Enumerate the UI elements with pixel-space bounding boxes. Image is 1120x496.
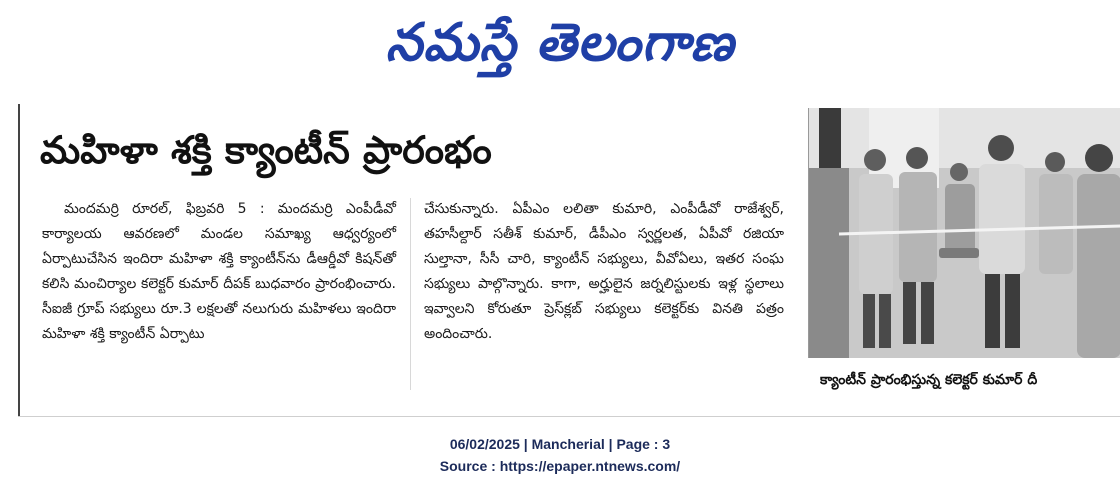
article-column-1 [42,197,396,347]
article-column-2 [424,197,784,347]
article-headline: మహిళా శక్తి క్యాంటీన్ ప్రారంభం [40,128,492,172]
left-border-rule [18,104,20,416]
photo-caption: క్యాంటీన్ ప్రారంభిస్తున్న కలెక్టర్ కుమార్ దీ [820,372,1038,388]
photo-illustration [809,108,1120,358]
newspaper-masthead: నమస్తే తెలంగాణ [385,12,735,73]
column-divider [410,198,411,390]
footer-source-url: Source : https://epaper.ntnews.com/ [439,458,681,474]
footer-date-edition-page: 06/02/2025 | Mancherial | Page : 3 [449,436,671,452]
article-column-2-text: చేసుకున్నారు. ఏపీఎం లలితా కుమారి, ఎంపీడీవో రాజేశ్వర్, తహసీల్దార్ సతీశ్ కుమార్, డీపీఎం స్వర్ణలత, ఏపీవో రజియా సుల్తానా, సీసీ చారి, క్యాంటీన్ సభ్యులు, వీవోఏలు, ఇతర సంఘ సభ్యులు పాల్గొన్నారు. కాగా, అర్హులైన జర్నలిస్టులకు ఇళ్ల స్థలాలు ఇవ్వాలని కోరుతూ ప్రెస్‌క్లబ్ సభ్యులు కలెక్టర్‌కు వినతి పత్రం అందించారు. [424,201,784,342]
bottom-divider-rule [18,416,1120,417]
article-photo [808,108,1120,358]
article-column-1-text: మందమర్రి రూరల్, ఫిబ్రవరి 5 : మందమర్రి ఎంపీడీవో కార్యాలయ ఆవరణలో మండల సమాఖ్య ఆధ్వర్యంలో ఏర్పాటుచేసిన ఇందిరా మహిళా శక్తి క్యాంటీన్‌ను డీఆర్డీవో కిషన్‌తో కలిసి మంచిర్యాల కలెక్టర్ కుమార్ దీపక్ బుధవారం ప్రారంభించారు. సీఐజీ గ్రూప్ సభ్యులు రూ.3 లక్షలతో నలుగురు మహిళలు ఇందిరా మహిళా శక్తి క్యాంటీన్ ఏర్పాటు [42,201,396,342]
